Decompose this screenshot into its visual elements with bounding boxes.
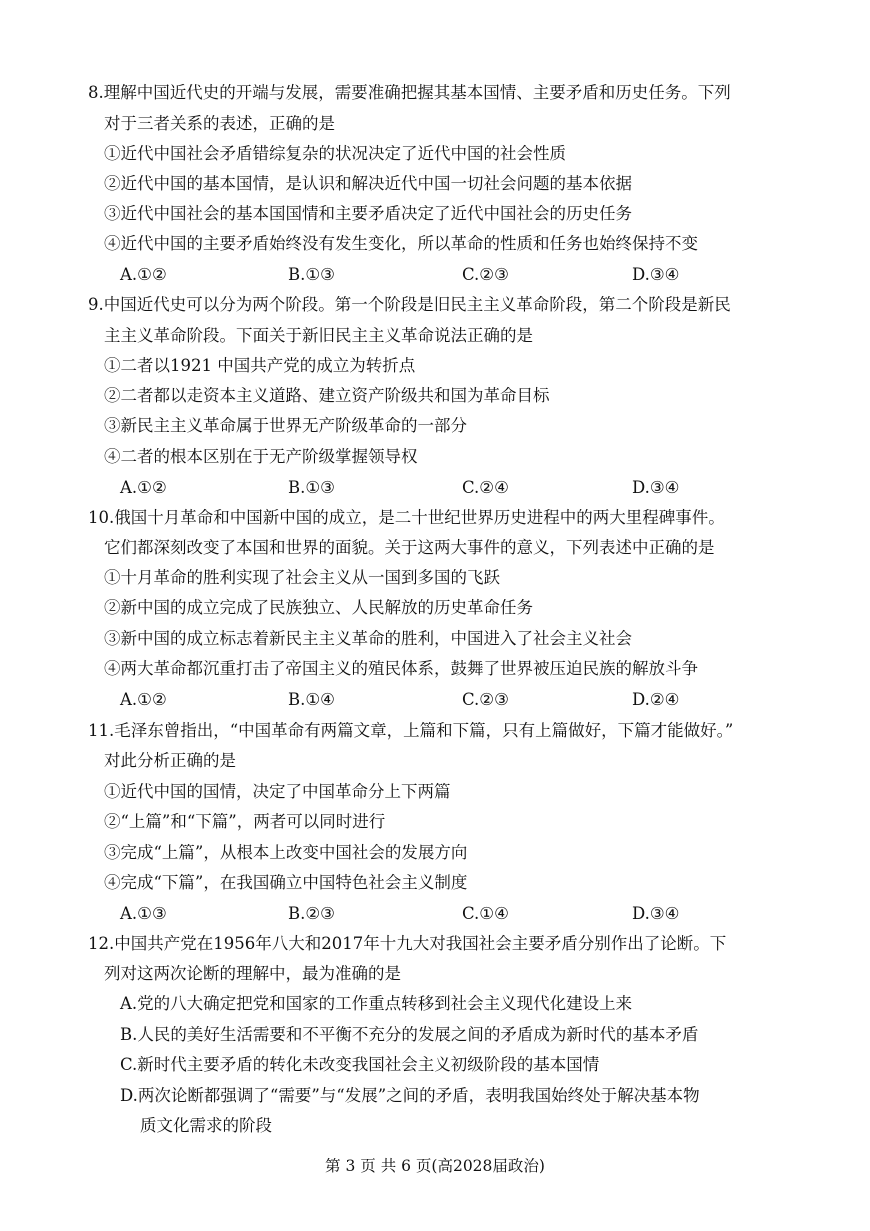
- q9-statement-3: ③新民主主义革命属于世界无产阶级革命的一部分: [104, 416, 467, 435]
- q11-statement-2: ②“上篇”和“下篇”，两者可以同时进行: [104, 812, 386, 831]
- q8-statement-2: ②近代中国的基本国情，是认识和解决近代中国一切社会问题的基本依据: [104, 174, 632, 193]
- q11-stem-line2: 对此分析正确的是: [104, 751, 236, 770]
- q11-option-d[interactable]: D.③④: [632, 904, 680, 923]
- q10-statement-1: ①十月革命的胜利实现了社会主义从一国到多国的飞跃: [104, 568, 500, 587]
- q12-stem-line2: 列对这两次论断的理解中，最为准确的是: [104, 964, 401, 983]
- q8-stem-line1: 8.理解中国近代史的开端与发展，需要准确把握其基本国情、主要矛盾和历史任务。下列: [88, 83, 731, 102]
- q9-option-c[interactable]: C.②④: [462, 478, 509, 497]
- q11-stem-line1: 11.毛泽东曾指出，“中国革命有两篇文章，上篇和下篇，只有上篇做好，下篇才能做好。”: [88, 721, 734, 740]
- q8-option-b[interactable]: B.①③: [288, 265, 335, 284]
- q11-statement-4: ④完成“下篇”，在我国确立中国特色社会主义制度: [104, 873, 468, 892]
- q9-option-a[interactable]: A.①②: [120, 478, 167, 497]
- q8-stem-line2: 对于三者关系的表述，正确的是: [104, 114, 335, 133]
- q9-options: [120, 477, 760, 499]
- q12-stem-line1: 12.中国共产党在1956年八大和2017年十九大对我国社会主要矛盾分别作出了论断。下: [88, 934, 727, 953]
- q11-statement-1: ①近代中国的国情，决定了中国革命分上下两篇: [104, 782, 451, 801]
- q8-option-d[interactable]: D.③④: [632, 265, 680, 284]
- q11-options: [120, 903, 760, 925]
- q11-option-a[interactable]: A.①③: [120, 904, 167, 923]
- q9-stem-line2: 主主义革命阶段。下面关于新旧民主主义革命说法正确的是: [104, 326, 533, 345]
- q11-statement-3: ③完成“上篇”，从根本上改变中国社会的发展方向: [104, 843, 468, 862]
- q8-option-c[interactable]: C.②③: [462, 265, 509, 284]
- q10-statement-2: ②新中国的成立完成了民族独立、人民解放的历史革命任务: [104, 598, 533, 617]
- q8-option-a[interactable]: A.①②: [120, 265, 167, 284]
- q10-options: [120, 689, 760, 711]
- q10-option-d[interactable]: D.②④: [632, 690, 680, 709]
- q11-option-b[interactable]: B.②③: [288, 904, 335, 923]
- q10-statement-3: ③新中国的成立标志着新民主主义革命的胜利，中国进入了社会主义社会: [104, 629, 632, 648]
- q9-statement-4: ④二者的根本区别在于无产阶级掌握领导权: [104, 447, 418, 466]
- q10-stem-line1: 10.俄国十月革命和中国新中国的成立，是二十世纪世界历史进程中的两大里程碑事件。: [88, 508, 725, 527]
- q9-option-b[interactable]: B.①③: [288, 478, 335, 497]
- q12-option-d[interactable]: D.两次论断都强调了“需要”与“发展”之间的矛盾，表明我国始终处于解决基本物: [120, 1086, 700, 1105]
- q10-statement-4: ④两大革命都沉重打击了帝国主义的殖民体系，鼓舞了世界被压迫民族的解放斗争: [104, 659, 698, 678]
- q8-statement-3: ③近代中国社会的基本国国情和主要矛盾决定了近代中国社会的历史任务: [104, 204, 632, 223]
- q10-option-c[interactable]: C.②③: [462, 690, 509, 709]
- q12-option-c[interactable]: C.新时代主要矛盾的转化未改变我国社会主义初级阶段的基本国情: [120, 1055, 600, 1074]
- q8-statement-1: ①近代中国社会矛盾错综复杂的状况决定了近代中国的社会性质: [104, 144, 566, 163]
- q11-option-c[interactable]: C.①④: [462, 904, 509, 923]
- q9-option-d[interactable]: D.③④: [632, 478, 680, 497]
- q12-option-b[interactable]: B.人民的美好生活需要和不平衡不充分的发展之间的矛盾成为新时代的基本矛盾: [120, 1025, 699, 1044]
- q9-statement-2: ②二者都以走资本主义道路、建立资产阶级共和国为革命目标: [104, 386, 550, 405]
- q8-statement-4: ④近代中国的主要矛盾始终没有发生变化，所以革命的性质和任务也始终保持不变: [104, 234, 698, 253]
- q10-stem-line2: 它们都深刻改变了本国和世界的面貌。关于这两大事件的意义，下列表述中正确的是: [104, 538, 715, 557]
- q9-stem-line1: 9.中国近代史可以分为两个阶段。第一个阶段是旧民主主义革命阶段，第二个阶段是新民: [88, 295, 731, 314]
- q9-statement-1: ①二者以1921 中国共产党的成立为转折点: [104, 356, 416, 375]
- q12-option-a[interactable]: A.党的八大确定把党和国家的工作重点转移到社会主义现代化建设上来: [120, 994, 633, 1013]
- q12-option-d-continued: 质文化需求的阶段: [140, 1116, 272, 1135]
- q10-option-b[interactable]: B.①④: [288, 690, 335, 709]
- q8-options: [120, 264, 760, 286]
- page-footer: 第 3 页 共 6 页(高2028届政治): [325, 1157, 545, 1175]
- q10-option-a[interactable]: A.①②: [120, 690, 167, 709]
